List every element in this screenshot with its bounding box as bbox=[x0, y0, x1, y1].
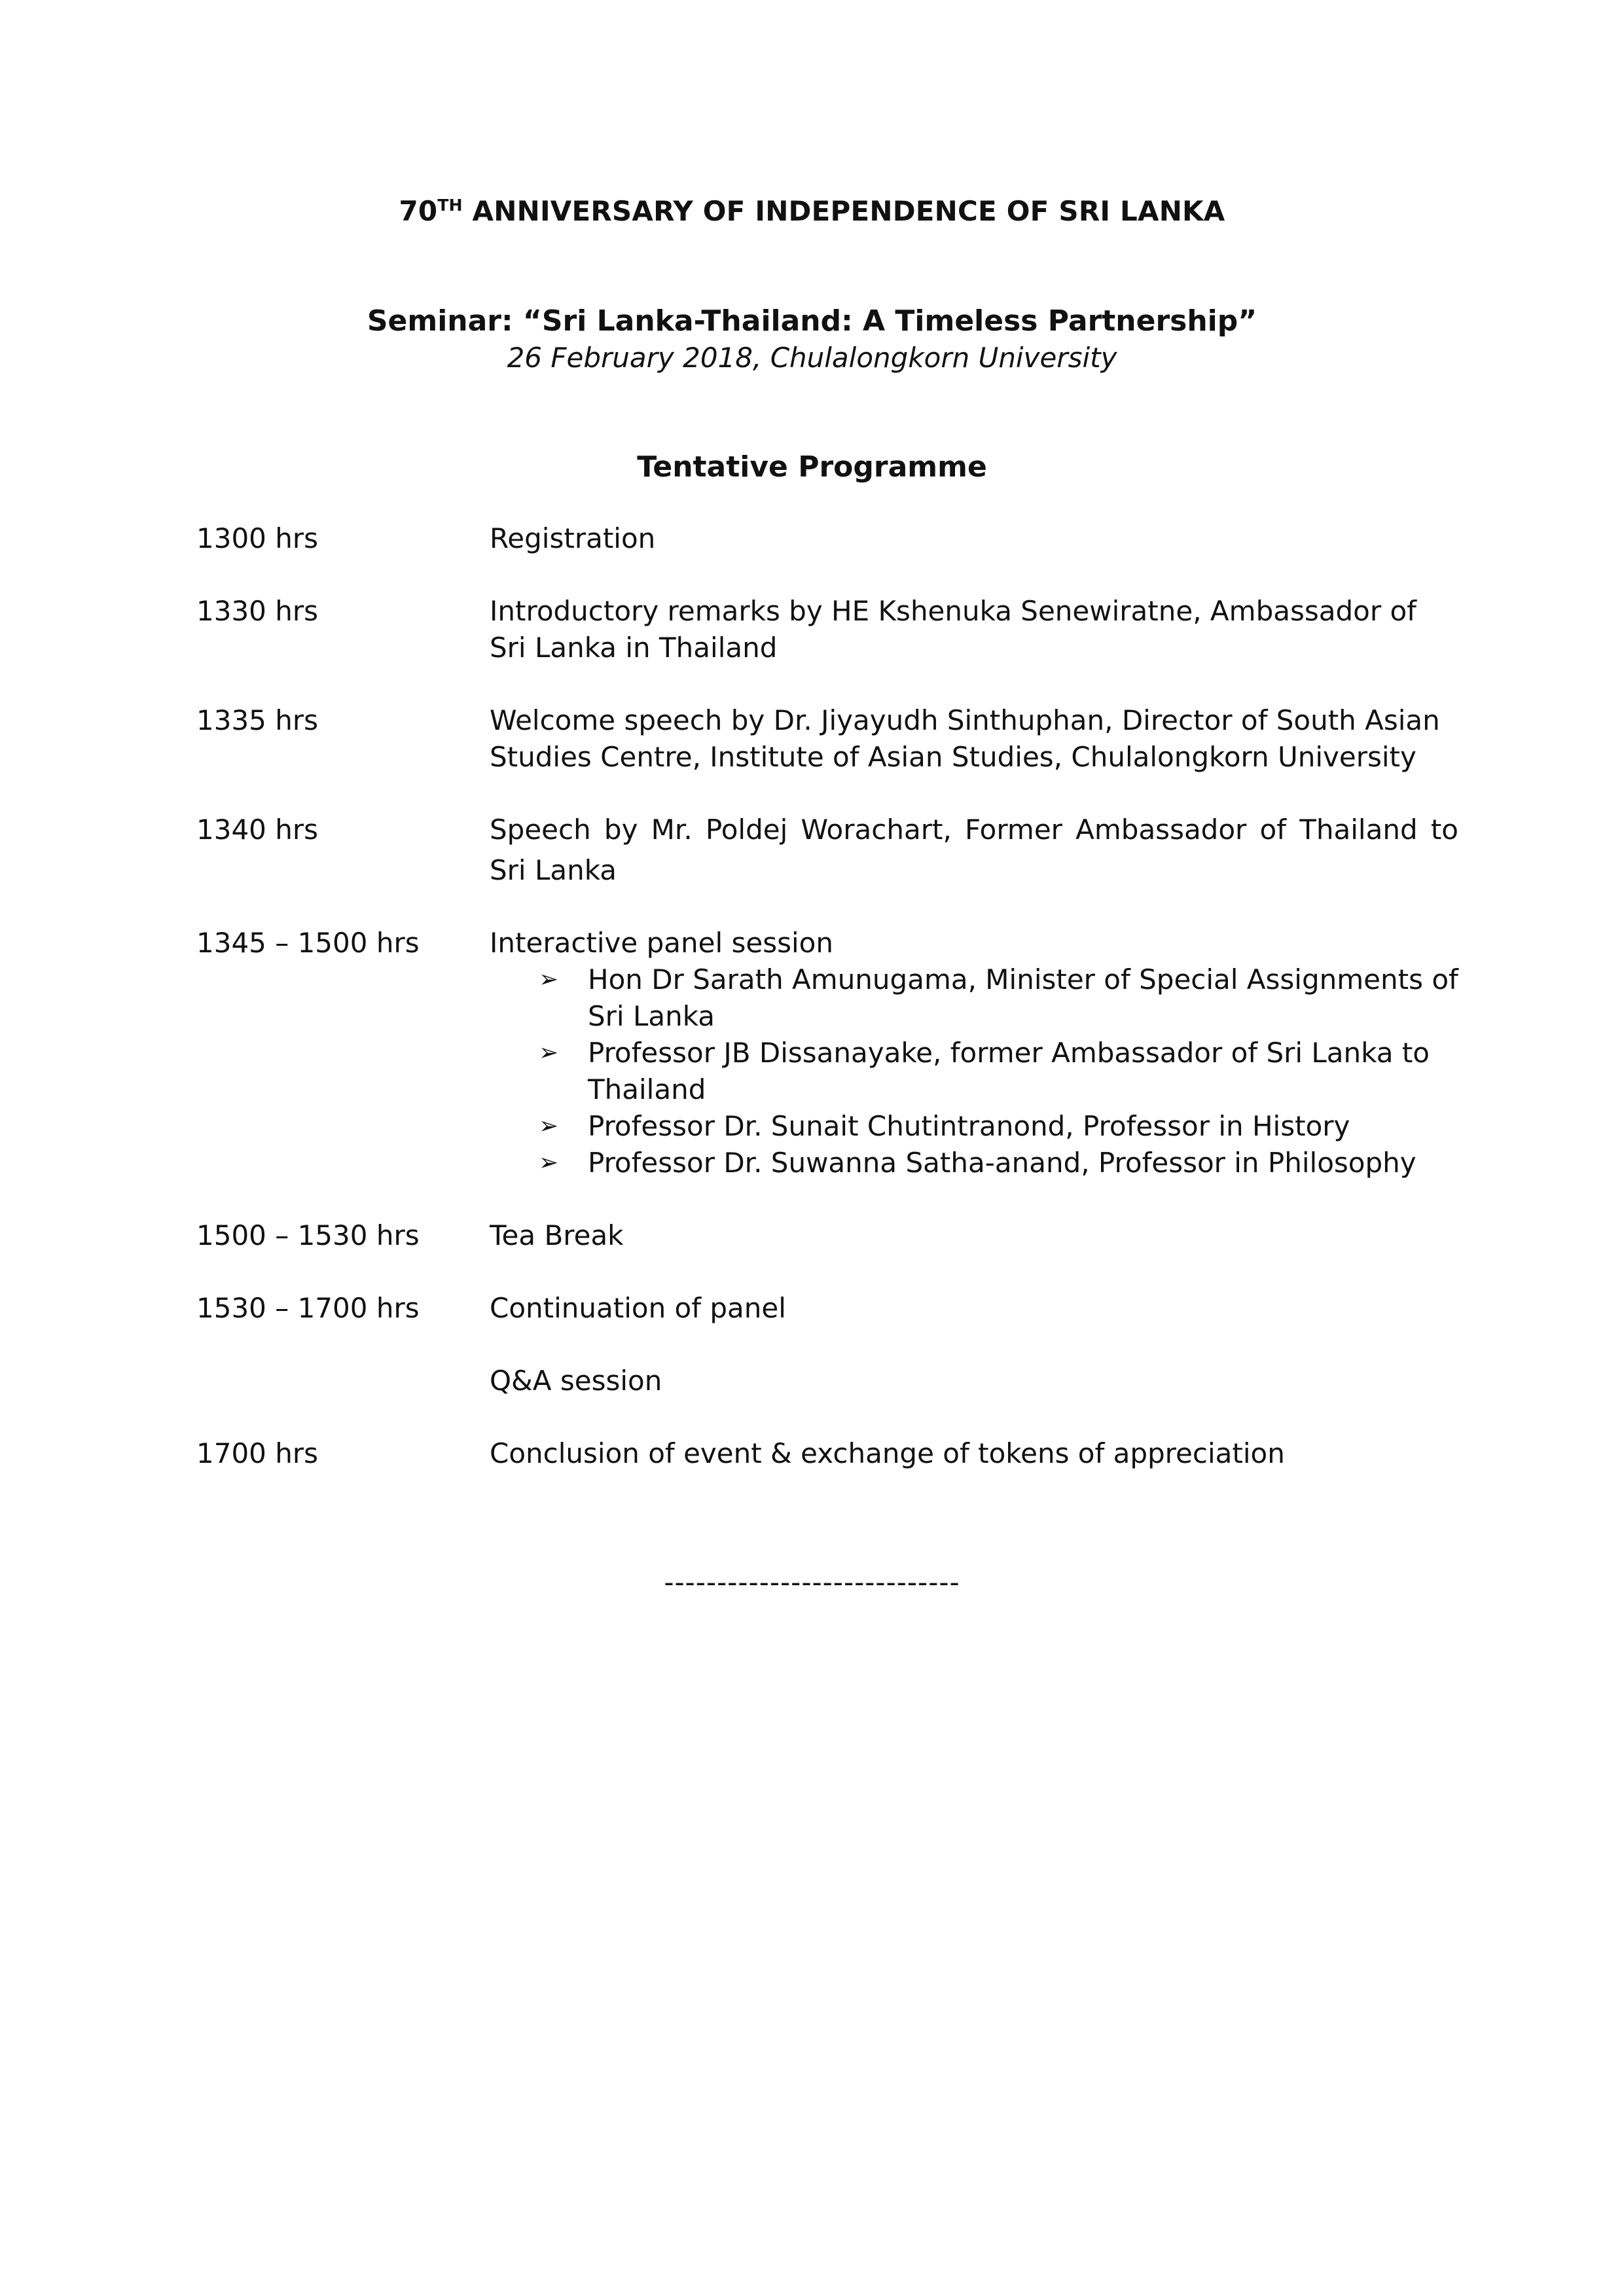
schedule-description bbox=[490, 812, 1458, 889]
schedule-row bbox=[196, 925, 1479, 1181]
panelist-item bbox=[490, 1035, 1458, 1108]
description-line: Continuation of panel bbox=[490, 1292, 786, 1324]
schedule-description bbox=[490, 925, 1458, 1181]
schedule-time: 1700 hrs bbox=[196, 1437, 319, 1469]
schedule-time: 1530 – 1700 hrs bbox=[196, 1292, 420, 1324]
panelist-list bbox=[490, 961, 1458, 1181]
panelist-line: Thailand bbox=[588, 1073, 706, 1105]
panelist-line: Professor JB Dissanayake, former Ambassador of Sri Lanka to bbox=[588, 1037, 1430, 1069]
panelist-text bbox=[588, 1035, 1458, 1108]
schedule-description bbox=[490, 520, 1458, 557]
description-line: Studies Centre, Institute of Asian Studies, Chulalongkorn University bbox=[490, 741, 1416, 773]
panelist-text bbox=[588, 961, 1458, 1035]
schedule-row bbox=[196, 702, 1479, 776]
panelist-line: Hon Dr Sarath Amunugama, Minister of Special Assignments of bbox=[588, 963, 1458, 996]
title-text: ANNIVERSARY OF INDEPENDENCE OF SRI LANKA bbox=[462, 195, 1225, 227]
description-line: Tea Break bbox=[490, 1219, 624, 1251]
schedule-time: 1345 – 1500 hrs bbox=[196, 927, 420, 959]
panelist-item bbox=[490, 1145, 1458, 1181]
schedule-description bbox=[490, 1363, 1458, 1399]
document-title bbox=[0, 195, 1624, 227]
arrow-bullet-icon: ➢ bbox=[539, 966, 559, 993]
date-venue: 26 February 2018, Chulalongkorn University bbox=[507, 342, 1117, 374]
schedule-description bbox=[490, 1217, 1458, 1254]
schedule-row bbox=[196, 1290, 1479, 1327]
title-number: 70 bbox=[399, 195, 438, 227]
schedule-description bbox=[490, 593, 1458, 666]
description-line: Interactive panel session bbox=[490, 927, 833, 959]
arrow-bullet-icon: ➢ bbox=[539, 1039, 559, 1066]
schedule-time: 1335 hrs bbox=[196, 704, 319, 736]
description-line: Q&A session bbox=[490, 1365, 662, 1397]
schedule-row bbox=[196, 812, 1479, 889]
description-line: Speech by Mr. Poldej Worachart, Former Ambassador of Thailand to bbox=[490, 814, 1458, 846]
description-line: Registration bbox=[490, 522, 656, 554]
schedule-row bbox=[196, 520, 1479, 557]
schedule-row bbox=[196, 1217, 1479, 1254]
panelist-line: Professor Dr. Sunait Chutintranond, Professor in History bbox=[588, 1110, 1350, 1142]
schedule-description bbox=[490, 1435, 1458, 1472]
schedule-time: 1500 – 1530 hrs bbox=[196, 1219, 420, 1251]
schedule-row bbox=[196, 593, 1479, 666]
panelist-item bbox=[490, 1108, 1458, 1145]
schedule-description bbox=[490, 1290, 1458, 1327]
description-line: Conclusion of event & exchange of tokens of appreciation bbox=[490, 1437, 1285, 1469]
description-line: Sri Lanka in Thailand bbox=[490, 632, 778, 664]
schedule-time: 1330 hrs bbox=[196, 595, 319, 627]
description-line: Welcome speech by Dr. Jiyayudh Sinthuphan, Director of South Asian bbox=[490, 704, 1440, 736]
schedule-time: 1300 hrs bbox=[196, 522, 319, 554]
end-separator: ---------------------------- bbox=[664, 1566, 960, 1598]
schedule-time bbox=[196, 1363, 490, 1399]
panelist-line: Sri Lanka bbox=[588, 1000, 715, 1032]
schedule-time: 1340 hrs bbox=[196, 814, 319, 846]
programme-schedule bbox=[196, 520, 1479, 1508]
seminar-title: Seminar: “Sri Lanka-Thailand: A Timeless Partnership” bbox=[367, 304, 1257, 338]
description-line: Sri Lanka bbox=[490, 854, 617, 886]
panelist-item bbox=[490, 961, 1458, 1035]
title-superscript: TH bbox=[437, 196, 463, 215]
schedule-row bbox=[196, 1363, 1479, 1399]
description-line: Introductory remarks by HE Kshenuka Senewiratne, Ambassador of bbox=[490, 595, 1416, 627]
panelist-text bbox=[588, 1108, 1458, 1145]
programme-heading: Tentative Programme bbox=[637, 450, 987, 484]
arrow-bullet-icon: ➢ bbox=[539, 1113, 559, 1139]
schedule-row bbox=[196, 1435, 1479, 1472]
arrow-bullet-icon: ➢ bbox=[539, 1149, 559, 1176]
schedule-description bbox=[490, 702, 1458, 776]
panelist-line: Professor Dr. Suwanna Satha-anand, Professor in Philosophy bbox=[588, 1147, 1416, 1179]
panelist-text bbox=[588, 1145, 1458, 1181]
